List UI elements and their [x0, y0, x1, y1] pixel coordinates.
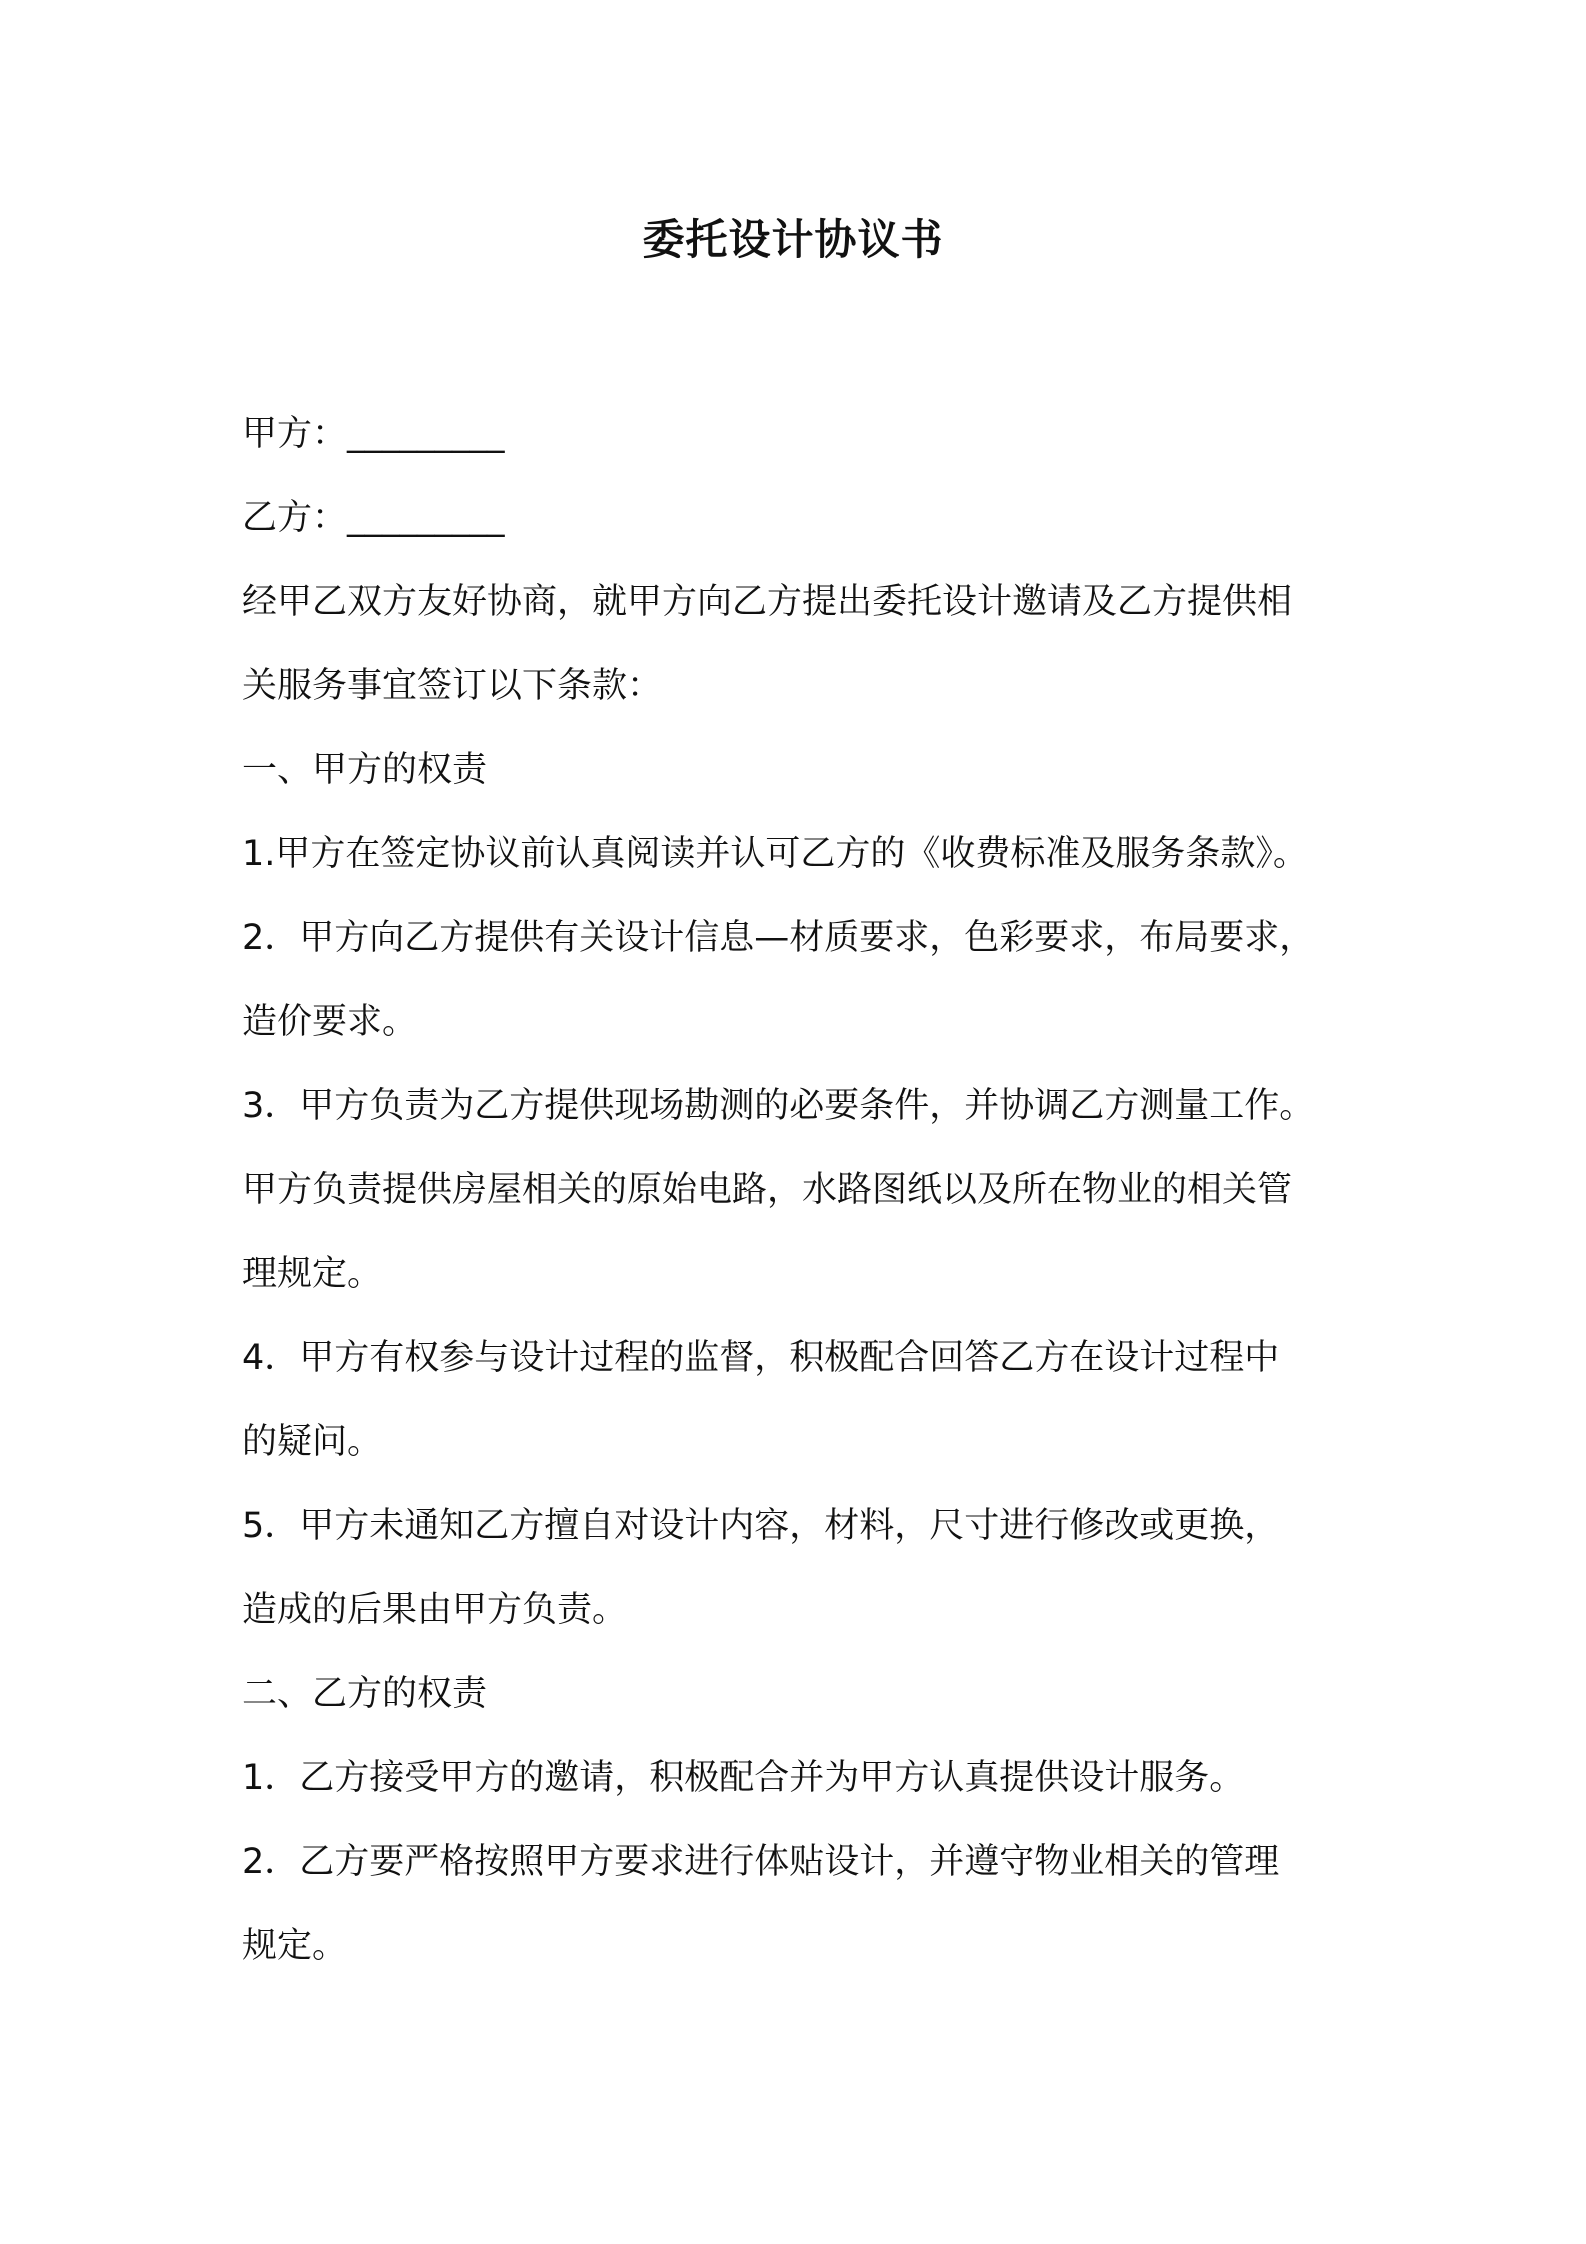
- clause-b2-line-1: 2．乙方要严格按照甲方要求进行体贴设计，并遵守物业相关的管理: [242, 1842, 1280, 1882]
- clause-a3-line-3: 理规定。: [242, 1254, 383, 1294]
- party-a-line: 甲方：_________: [242, 414, 505, 454]
- clause-a3-line-2: 甲方负责提供房屋相关的原始电路，水路图纸以及所在物业的相关管: [242, 1170, 1293, 1210]
- clause-a4-line-1: 4．甲方有权参与设计过程的监督，积极配合回答乙方在设计过程中: [242, 1338, 1280, 1378]
- clause-b2-line-2: 规定。: [242, 1926, 348, 1966]
- party-b-line: 乙方：_________: [242, 498, 505, 538]
- document-title: 委托设计协议书: [642, 215, 944, 264]
- clause-a3-line-1: 3．甲方负责为乙方提供现场勘测的必要条件，并协调乙方测量工作。: [242, 1086, 1315, 1126]
- clause-a2-line-2: 造价要求。: [242, 1002, 418, 1042]
- clause-a4-line-2: 的疑问。: [242, 1422, 383, 1462]
- section-heading-party-a: 一、甲方的权责: [242, 750, 488, 790]
- preamble-line-2: 关服务事宜签订以下条款：: [242, 666, 663, 706]
- preamble-line-1: 经甲乙双方友好协商，就甲方向乙方提出委托设计邀请及乙方提供相: [242, 582, 1293, 622]
- clause-a1: 1.甲方在签定协议前认真阅读并认可乙方的《收费标准及服务条款》。: [242, 834, 1308, 874]
- clause-a2-line-1: 2．甲方向乙方提供有关设计信息—材质要求，色彩要求，布局要求，: [242, 918, 1315, 958]
- clause-a5-line-1: 5．甲方未通知乙方擅自对设计内容，材料，尺寸进行修改或更换，: [242, 1506, 1280, 1546]
- clause-b1: 1．乙方接受甲方的邀请，积极配合并为甲方认真提供设计服务。: [242, 1758, 1245, 1798]
- section-heading-party-b: 二、乙方的权责: [242, 1674, 488, 1714]
- clause-a5-line-2: 造成的后果由甲方负责。: [242, 1590, 628, 1630]
